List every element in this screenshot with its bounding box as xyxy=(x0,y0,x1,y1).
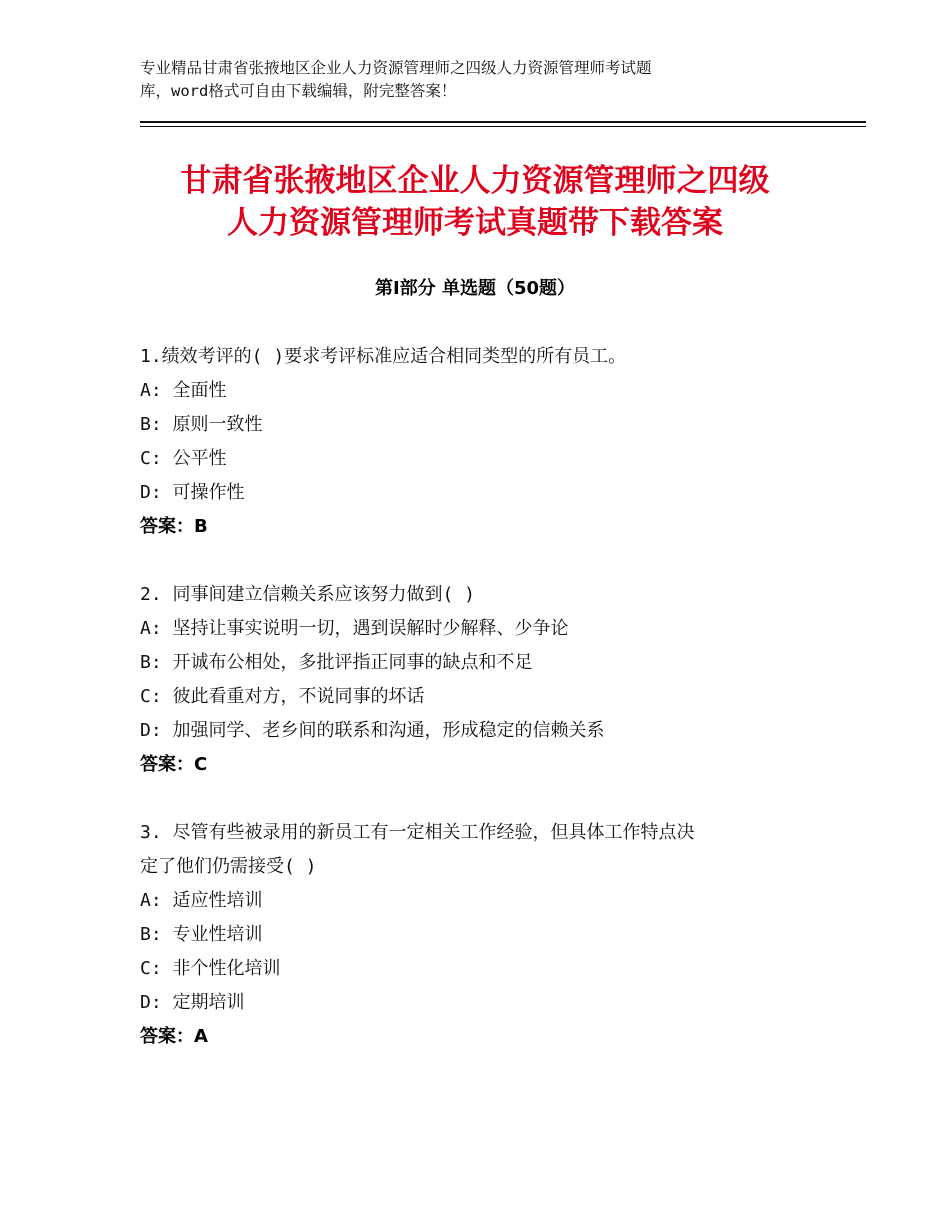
option-d: D: 可操作性 xyxy=(140,482,245,503)
answer-label: 答案：C xyxy=(140,754,208,775)
section-heading: 第Ⅰ部分 单选题（50题） xyxy=(374,278,575,299)
header-note-line-1: 专业精品甘肃省张掖地区企业人力资源管理师之四级人力资源管理师考试题 xyxy=(140,59,652,77)
question-2 xyxy=(140,578,820,782)
option-b: B: 开诚布公相处，多批评指正同事的缺点和不足 xyxy=(140,652,533,673)
option-d: D: 加强同学、老乡间的联系和沟通，形成稳定的信赖关系 xyxy=(140,720,605,741)
header-divider-thick xyxy=(140,121,866,123)
option-b: B: 原则一致性 xyxy=(140,414,263,435)
option-a: A: 全面性 xyxy=(140,380,227,401)
answer-label: 答案：A xyxy=(140,1026,208,1047)
header-note xyxy=(140,57,820,103)
answer-label: 答案：B xyxy=(140,516,208,537)
option-c: C: 彼此看重对方，不说同事的坏话 xyxy=(140,686,425,707)
option-c: C: 非个性化培训 xyxy=(140,958,281,979)
question-1 xyxy=(140,340,820,544)
header-note-line-2: 库，word格式可自由下载编辑，附完整答案！ xyxy=(140,82,457,100)
option-a: A: 坚持让事实说明一切，遇到误解时少解释、少争论 xyxy=(140,618,569,639)
option-b: B: 专业性培训 xyxy=(140,924,263,945)
document-title-line-2: 人力资源管理师考试真题带下载答案 xyxy=(227,205,723,241)
document-title-line-1: 甘肃省张掖地区企业人力资源管理师之四级 xyxy=(180,163,770,199)
question-3 xyxy=(140,816,820,1054)
option-d: D: 定期培训 xyxy=(140,992,245,1013)
option-c: C: 公平性 xyxy=(140,448,227,469)
question-stem: 2. 同事间建立信赖关系应该努力做到( ) xyxy=(140,584,476,605)
question-stem: 1.绩效考评的( )要求考评标准应适合相同类型的所有员工。 xyxy=(140,346,627,367)
option-a: A: 适应性培训 xyxy=(140,890,263,911)
document-title xyxy=(100,160,850,244)
question-stem-line-2: 定了他们仍需接受( ) xyxy=(140,856,317,877)
question-stem-line-1: 3. 尽管有些被录用的新员工有一定相关工作经验，但具体工作特点决 xyxy=(140,822,695,843)
question-list xyxy=(140,340,820,1088)
header-divider-thin xyxy=(140,126,866,127)
